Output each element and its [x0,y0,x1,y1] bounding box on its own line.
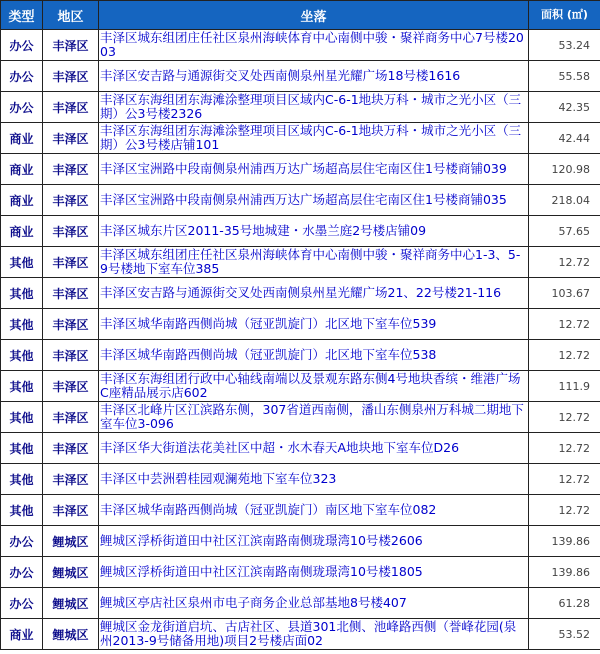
cell-location: 丰泽区宝洲路中段南侧泉州浦西万达广场超高层住宅南区住1号楼商铺035 [99,185,529,216]
header-area: 面积 (㎡) [529,1,600,30]
cell-district: 丰泽区 [43,464,99,495]
header-type: 类型 [1,1,43,30]
cell-district: 丰泽区 [43,123,99,154]
cell-location: 丰泽区东海组团东海滩涂整理项目区域内C-6-1地块万科・城市之光小区（三期）公3号楼2326 [99,92,529,123]
cell-district: 丰泽区 [43,278,99,309]
cell-location: 丰泽区城华南路西侧尚城（冠亚凯旋门）北区地下室车位539 [99,309,529,340]
cell-area: 55.58 [529,61,600,92]
cell-type: 其他 [1,433,43,464]
cell-location: 丰泽区东海组团东海滩涂整理项目区域内C-6-1地块万科・城市之光小区（三期）公3号楼店铺101 [99,123,529,154]
cell-type: 办公 [1,61,43,92]
cell-district: 丰泽区 [43,61,99,92]
cell-type: 商业 [1,123,43,154]
cell-area: 111.9 [529,371,600,402]
cell-type: 商业 [1,185,43,216]
cell-type: 其他 [1,371,43,402]
cell-location: 丰泽区城华南路西侧尚城（冠亚凯旋门）南区地下室车位082 [99,495,529,526]
table-row [1,61,600,92]
cell-area: 61.28 [529,588,600,619]
cell-district: 鲤城区 [43,557,99,588]
cell-district: 丰泽区 [43,309,99,340]
cell-type: 其他 [1,247,43,278]
table-row [1,216,600,247]
table-row [1,340,600,371]
cell-area: 42.35 [529,92,600,123]
cell-area: 12.72 [529,340,600,371]
cell-location: 丰泽区东海组团行政中心轴线南端以及景观东路东侧4号地块香缤・维港广场C座精品展示店602 [99,371,529,402]
cell-type: 其他 [1,278,43,309]
cell-district: 丰泽区 [43,402,99,433]
table-body [1,30,600,650]
cell-district: 丰泽区 [43,247,99,278]
cell-type: 商业 [1,154,43,185]
cell-district: 丰泽区 [43,154,99,185]
table-row [1,309,600,340]
cell-location: 丰泽区北峰片区江滨路东侧，307省道西南侧，潘山东侧泉州万科城二期地下室车位3-096 [99,402,529,433]
cell-type: 办公 [1,588,43,619]
cell-type: 办公 [1,557,43,588]
cell-location: 丰泽区宝洲路中段南侧泉州浦西万达广场超高层住宅南区住1号楼商铺039 [99,154,529,185]
cell-area: 12.72 [529,464,600,495]
header-row [1,1,600,30]
table-row [1,557,600,588]
cell-area: 103.67 [529,278,600,309]
cell-type: 其他 [1,340,43,371]
header-district: 地区 [43,1,99,30]
cell-type: 办公 [1,30,43,61]
cell-area: 12.72 [529,433,600,464]
cell-area: 53.24 [529,30,600,61]
cell-type: 其他 [1,402,43,433]
table-row [1,30,600,61]
cell-type: 其他 [1,464,43,495]
table-row [1,495,600,526]
cell-district: 丰泽区 [43,495,99,526]
cell-district: 鲤城区 [43,526,99,557]
cell-area: 57.65 [529,216,600,247]
cell-location: 鲤城区浮桥街道田中社区江滨南路南侧珑璟湾10号楼2606 [99,526,529,557]
table-row [1,92,600,123]
cell-type: 商业 [1,619,43,650]
table-row [1,464,600,495]
cell-district: 丰泽区 [43,371,99,402]
table-row [1,526,600,557]
cell-district: 鲤城区 [43,619,99,650]
watermark [462,622,600,654]
table-row [1,247,600,278]
cell-area: 42.44 [529,123,600,154]
table-row [1,433,600,464]
cell-area: 12.72 [529,247,600,278]
cell-location: 丰泽区中芸洲碧桂园观澜苑地下室车位323 [99,464,529,495]
cell-location: 丰泽区城东组团庄任社区泉州海峡体育中心南侧中骏・聚祥商务中心1-3、5-9号楼地下室车位385 [99,247,529,278]
cell-type: 其他 [1,495,43,526]
cell-type: 商业 [1,216,43,247]
cell-district: 丰泽区 [43,433,99,464]
cell-type: 其他 [1,309,43,340]
cell-district: 丰泽区 [43,216,99,247]
cell-location: 丰泽区城东组团庄任社区泉州海峡体育中心南侧中骏・聚祥商务中心7号楼2003 [99,30,529,61]
cell-district: 丰泽区 [43,92,99,123]
cell-location: 鲤城区金龙街道启坑、古店社区、县道301北侧、池峰路西侧（誉峰花园(泉州2013-9号储备用地)项目2号楼店面02 [99,619,529,650]
cell-location: 丰泽区安吉路与通源街交叉处西南侧泉州星光耀广场21、22号楼21-116 [99,278,529,309]
cell-district: 鲤城区 [43,588,99,619]
table-row [1,185,600,216]
cell-area: 12.72 [529,495,600,526]
cell-location: 鲤城区浮桥街道田中社区江滨南路南侧珑璟湾10号楼1805 [99,557,529,588]
cell-type: 办公 [1,526,43,557]
cell-location: 丰泽区安吉路与通源街交叉处西南侧泉州星光耀广场18号楼1616 [99,61,529,92]
cell-location: 鲤城区亭店社区泉州市电子商务企业总部基地8号楼407 [99,588,529,619]
table-row [1,123,600,154]
cell-district: 丰泽区 [43,30,99,61]
cell-location: 丰泽区华大街道法花美社区中超・水木春天A地块地下室车位D26 [99,433,529,464]
cell-area: 139.86 [529,526,600,557]
cell-area: 120.98 [529,154,600,185]
cell-area: 53.52 [529,619,600,650]
cell-district: 丰泽区 [43,340,99,371]
table-row [1,154,600,185]
table-row [1,588,600,619]
cell-area: 139.86 [529,557,600,588]
table-row [1,371,600,402]
cell-type: 办公 [1,92,43,123]
header-location: 坐落 [99,1,529,30]
table-row [1,278,600,309]
table-row [1,402,600,433]
cell-location: 丰泽区城华南路西侧尚城（冠亚凯旋门）北区地下室车位538 [99,340,529,371]
cell-area: 12.72 [529,309,600,340]
cell-location: 丰泽区城东片区2011-35号地城建・水墨兰庭2号楼店铺09 [99,216,529,247]
cell-area: 12.72 [529,402,600,433]
cell-district: 丰泽区 [43,185,99,216]
cell-area: 218.04 [529,185,600,216]
